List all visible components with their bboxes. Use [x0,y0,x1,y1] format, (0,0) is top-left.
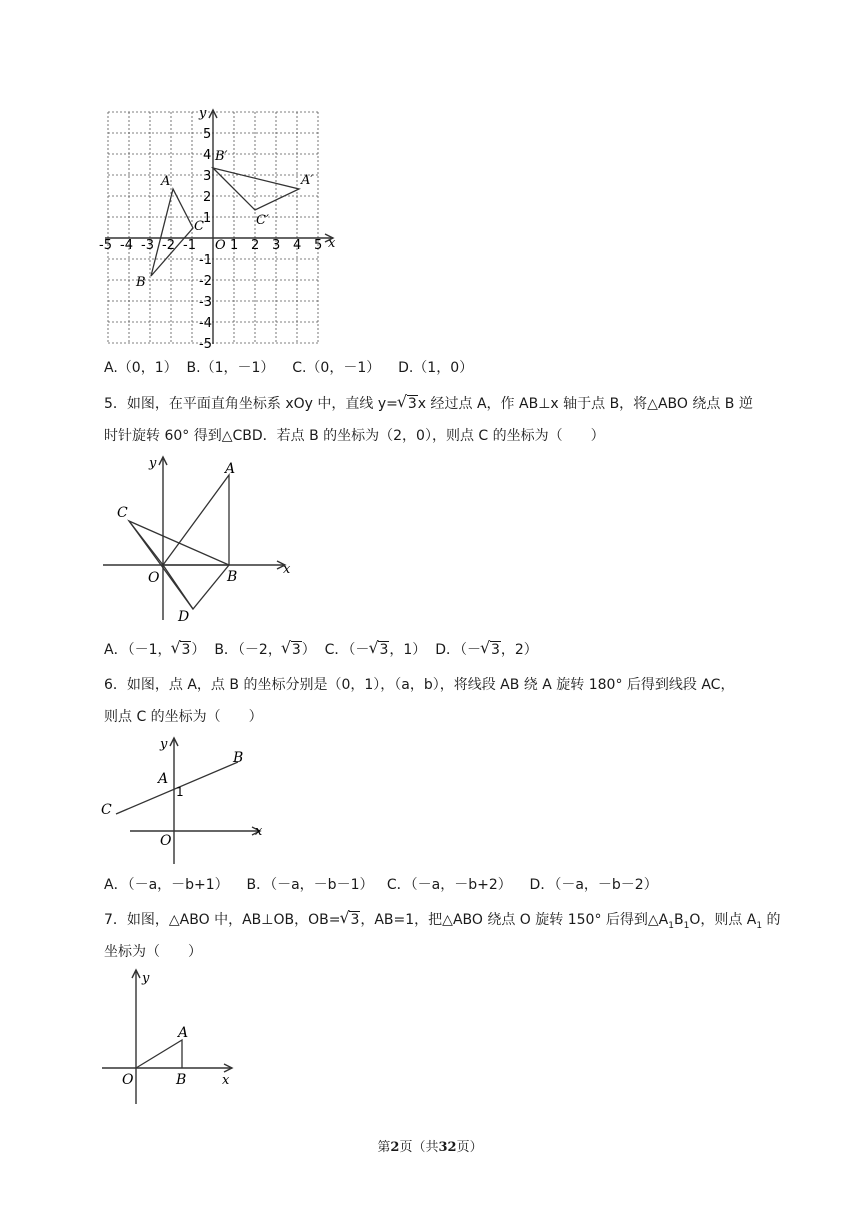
q4-label-b: B [136,275,146,290]
q4-x-tick-label: 1 [230,238,239,253]
q4-x-tick-labels [99,238,322,253]
q6-option-c: C．（－a，－b+2） [386,877,512,893]
q4-y-tick-labels [199,127,212,352]
q4-y-tick-label: 4 [203,148,212,163]
q4-option-c: C.（0，－1） [292,360,381,376]
q5-question-line-2: 时针旋转 60° 得到△CBD．若点 B 的坐标为（2，0），则点 C 的坐标为（ ） [104,428,605,444]
q5-option-b: B．（－2，√ 3） [214,642,315,658]
q4-x-tick-label: -4 [120,238,133,253]
triangle-a1b1c1 [213,168,299,210]
q7-figure [100,968,235,1106]
q4-y-tick-label: -2 [199,274,212,289]
q4-label-c-prime: C′ [256,213,269,228]
svg-text:x: x [222,1073,230,1088]
q4-y-tick-label: -4 [199,316,212,331]
q4-x-axis-label: x [328,236,336,251]
q6-question-line-2: 则点 C 的坐标为（ ） [104,709,263,725]
q4-x-tick-label: -1 [183,238,196,253]
sqrt-symbol: √ 3 [398,394,418,414]
q4-options [104,358,473,378]
svg-text:A: A [178,1025,189,1041]
q4-y-tick-label: -5 [199,337,212,352]
svg-text:O: O [148,570,160,586]
svg-text:C: C [101,802,112,818]
svg-text:O: O [160,833,172,849]
q5-options [104,640,538,660]
q4-origin-label: O [215,238,226,253]
svg-text:A: A [158,771,169,787]
q6-option-a: A．（－a，－b+1） [104,877,229,893]
svg-text:A: A [225,461,236,477]
q5-figure [103,455,299,625]
q7-question-line-1: 7．如图，△ABO 中，AB⊥OB，OB=√ 3，AB=1，把△ABO 绕点 O 旋转 150° 后得到$\triangle A_1B_1O$，则点 $A_1$ 的 [104,910,781,936]
q4-y-tick-label: 1 [203,211,212,226]
triangle-abc [151,189,193,276]
q4-y-tick-label: 2 [203,190,212,205]
q4-y-tick-label: 5 [203,127,212,142]
q4-x-tick-label: -5 [99,238,112,253]
q5-option-a: A．（－1，√ 3） [104,642,205,658]
q4-y-axis-label: y [199,106,207,121]
q7-question-line-2: 坐标为（ ） [104,944,202,960]
svg-text:x: x [255,824,263,839]
q4-option-b: B.（1，－1） [186,360,275,376]
q4-y-tick-label: -3 [199,295,212,310]
svg-text:y: y [142,971,150,986]
q4-x-tick-label: 5 [314,238,323,253]
triangle-abo [136,1040,182,1068]
q4-label-b-prime: B′ [215,149,228,164]
q5-option-c: C．（－√ 3，1） [325,642,427,658]
q4-label-a-prime: A′ [301,173,314,188]
svg-text:D: D [178,609,190,625]
svg-text:1: 1 [176,785,184,799]
svg-text:y: y [149,456,157,471]
svg-text:O: O [122,1072,134,1088]
q5-option-d: D．（－√ 3，2） [435,642,538,658]
q6-option-b: B．（－a，－b－1） [246,877,374,893]
svg-text:x: x [283,562,291,577]
q4-x-tick-label: 3 [272,238,281,253]
q4-x-tick-label: 2 [251,238,260,253]
q4-option-d: D.（1，0） [398,360,474,376]
svg-text:y: y [160,737,168,752]
svg-text:B: B [227,569,238,585]
q6-question-line-1: 6．如图，点 A，点 B 的坐标分别是（0，1），（a，b），将线段 AB 绕 A 旋转 180° 后得到线段 AC， [104,677,735,693]
q4-grid-figure [99,104,339,352]
q6-options [104,875,658,895]
svg-text:B: B [233,750,244,766]
q4-label-c: C [194,219,204,234]
q4-label-a: A [161,174,171,189]
page-footer: 第2页（共32页） [377,1140,483,1155]
triangle-abo [163,475,229,565]
q4-x-tick-label: -3 [141,238,154,253]
q4-x-tick-label: 4 [293,238,302,253]
q6-option-d: D．（－a，－b－2） [529,877,658,893]
svg-text:B: B [176,1072,187,1088]
q6-figure [100,734,270,866]
q4-y-tick-label: 3 [203,169,212,184]
svg-text:C: C [117,505,128,521]
q5-question-line-1: 5．如图，在平面直角坐标系 xOy 中，直线 y=√ 3x 经过点 A，作 AB⊥x 轴于点 B，将△ABO 绕点 B 逆 [104,394,753,414]
q4-option-a: A.（0，1） [104,360,178,376]
q4-y-tick-label: -1 [199,253,212,268]
q4-x-tick-label: -2 [162,238,175,253]
